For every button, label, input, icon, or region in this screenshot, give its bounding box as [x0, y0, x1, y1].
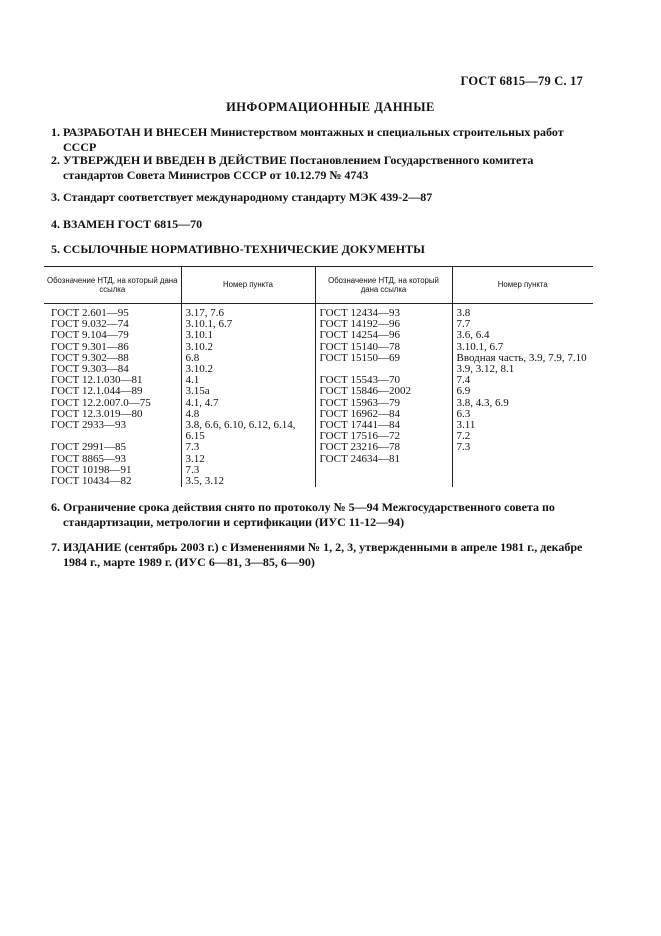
item-lead: УТВЕРЖДЕН И ВВЕДЕН В ДЕЙСТВИЕ — [63, 153, 287, 167]
doc-ref: ГОСТ 14254—96 — [319, 329, 400, 342]
point-ref: 6.8 — [185, 351, 200, 364]
item-text: Министерством монтажных и специальных строительных работ СССР — [63, 125, 564, 154]
info-item-1 — [51, 125, 591, 155]
point-ref: 3.10.1 — [185, 329, 213, 342]
point-ref: 4.8 — [185, 407, 200, 420]
info-item-6 — [51, 500, 591, 530]
doc-ref: ГОСТ 14192—96 — [319, 318, 400, 331]
info-item-3 — [51, 190, 591, 205]
doc-ref: ГОСТ 15846—2002 — [319, 385, 411, 398]
col-header-point-left: Номер пункта — [181, 267, 315, 304]
info-item-5 — [51, 242, 591, 257]
right-points-cell — [452, 304, 593, 488]
point-ref: 3.10.1, 6.7 — [456, 340, 504, 353]
point-ref: 7.7 — [456, 318, 471, 331]
info-item-4 — [51, 217, 591, 232]
doc-ref: ГОСТ 9.303—84 — [51, 363, 129, 376]
running-header: ГОСТ 6815—79 С. 17 — [460, 74, 583, 88]
doc-ref: ГОСТ 12434—93 — [319, 307, 400, 319]
item-number: 5. — [51, 242, 60, 256]
info-item-7 — [51, 540, 591, 570]
item-number: 2. — [51, 153, 60, 167]
doc-ref: ГОСТ 17441—84 — [319, 419, 400, 432]
point-ref: 7.2 — [456, 430, 471, 443]
point-ref: 3.17, 7.6 — [185, 307, 224, 319]
doc-ref: ГОСТ 17516—72 — [319, 430, 400, 443]
doc-ref: ГОСТ 10434—82 — [51, 475, 132, 488]
doc-ref: ГОСТ 15140—78 — [319, 340, 400, 353]
point-ref: 3.11 — [456, 419, 476, 432]
point-ref: 3.9, 3.12, 8.1 — [456, 363, 515, 376]
page-title: ИНФОРМАЦИОННЫЕ ДАННЫЕ — [226, 100, 435, 114]
point-ref: 4.1, 4.7 — [185, 396, 219, 409]
point-ref: 7.3 — [456, 441, 471, 454]
item-number: 7. — [51, 540, 60, 554]
info-item-2 — [51, 153, 591, 183]
point-ref: 3.8, 6.6, 6.10, 6.12, 6.14, 6.15 — [185, 419, 296, 443]
point-ref: 3.12 — [185, 452, 205, 465]
doc-ref: ГОСТ 15543—70 — [319, 374, 400, 387]
doc-ref: ГОСТ 12.2.007.0—75 — [51, 396, 151, 409]
item-lead: ВЗАМЕН ГОСТ 6815—70 — [63, 217, 203, 231]
item-number: 6. — [51, 500, 60, 514]
doc-ref: ГОСТ 2.601—95 — [51, 307, 129, 319]
point-ref: 6.9 — [456, 385, 471, 398]
doc-ref: ГОСТ 15150—69 — [319, 351, 400, 364]
left-docs-cell — [44, 304, 181, 488]
doc-ref: ГОСТ 15963—79 — [319, 396, 400, 409]
col-header-point-right: Номер пункта — [452, 267, 593, 304]
doc-ref: ГОСТ 10198—91 — [51, 463, 132, 476]
item-text: Стандарт соответствует международному стандарту МЭК 439-2—87 — [63, 190, 433, 204]
point-ref: 3.10.2 — [185, 340, 213, 353]
references-table — [44, 266, 593, 487]
point-ref: 3.10.1, 6.7 — [185, 318, 233, 331]
table-header-row — [44, 267, 593, 304]
doc-ref: ГОСТ 2991—85 — [51, 441, 126, 454]
item-number: 3. — [51, 190, 60, 204]
item-lead: ССЫЛОЧНЫЕ НОРМАТИВНО-ТЕХНИЧЕСКИЕ ДОКУМЕНТЫ — [63, 242, 425, 256]
point-ref: 3.10.2 — [185, 363, 213, 376]
doc-ref: ГОСТ 9.302—88 — [51, 351, 129, 364]
point-ref: Вводная часть, 3.9, 7.9, 7.10 — [456, 351, 587, 364]
doc-ref: ГОСТ 12.1.030—81 — [51, 374, 143, 387]
doc-ref: ГОСТ 2933—93 — [51, 419, 126, 432]
point-ref: 4.1 — [185, 374, 200, 387]
right-docs-cell — [315, 304, 452, 488]
doc-ref: ГОСТ 12.3.019—80 — [51, 407, 143, 420]
doc-ref: ГОСТ 23216—78 — [319, 441, 400, 454]
point-ref: 3.8 — [456, 307, 471, 319]
doc-ref: ГОСТ 24634—81 — [319, 452, 400, 465]
item-text: (сентябрь 2003 г.) с Изменениями № 1, 2, 3, утвержденными в апреле 1981 г., декабре 1984 г., марте 1989 г. (ИУС 6—81, 3—85, 6—90) — [63, 540, 583, 569]
item-text: Ограничение срока действия снято по протоколу № 5—94 Межгосударственного совета по стандартизации, метрологии и сертификации (ИУС 11-12—94) — [63, 500, 555, 529]
doc-ref: ГОСТ 8865—93 — [51, 452, 126, 465]
point-ref: 3.15а — [185, 385, 210, 398]
item-lead: РАЗРАБОТАН И ВНЕСЕН — [63, 125, 208, 139]
item-lead: ИЗДАНИЕ — [63, 540, 122, 554]
point-ref: 3.5, 3.12 — [185, 475, 224, 488]
item-number: 1. — [51, 125, 60, 139]
point-ref: 3.6, 6.4 — [456, 329, 490, 342]
point-ref: 7.3 — [185, 463, 200, 476]
point-ref: 7.3 — [185, 441, 200, 454]
col-header-doc-left: Обозначение НТД, на который дана ссылка — [44, 267, 181, 304]
col-header-doc-right: Обозначение НТД, на который дана ссылка — [315, 267, 452, 304]
point-ref: 7.4 — [456, 374, 471, 387]
doc-ref: ГОСТ 9.032—74 — [51, 318, 129, 331]
left-points-cell — [181, 304, 315, 488]
doc-ref: ГОСТ 9.104—79 — [51, 329, 129, 342]
doc-ref: ГОСТ 16962—84 — [319, 407, 400, 420]
point-ref: 3.8, 4.3, 6.9 — [456, 396, 509, 409]
doc-ref: ГОСТ 9.301—86 — [51, 340, 129, 353]
table-row — [44, 304, 593, 488]
point-ref: 6.3 — [456, 407, 471, 420]
doc-ref: ГОСТ 12.1.044—89 — [51, 385, 143, 398]
item-number: 4. — [51, 217, 60, 231]
item-text: Постановлением Государственного комитета стандартов Совета Министров СССР от 10.12.79 № 4743 — [63, 153, 534, 182]
